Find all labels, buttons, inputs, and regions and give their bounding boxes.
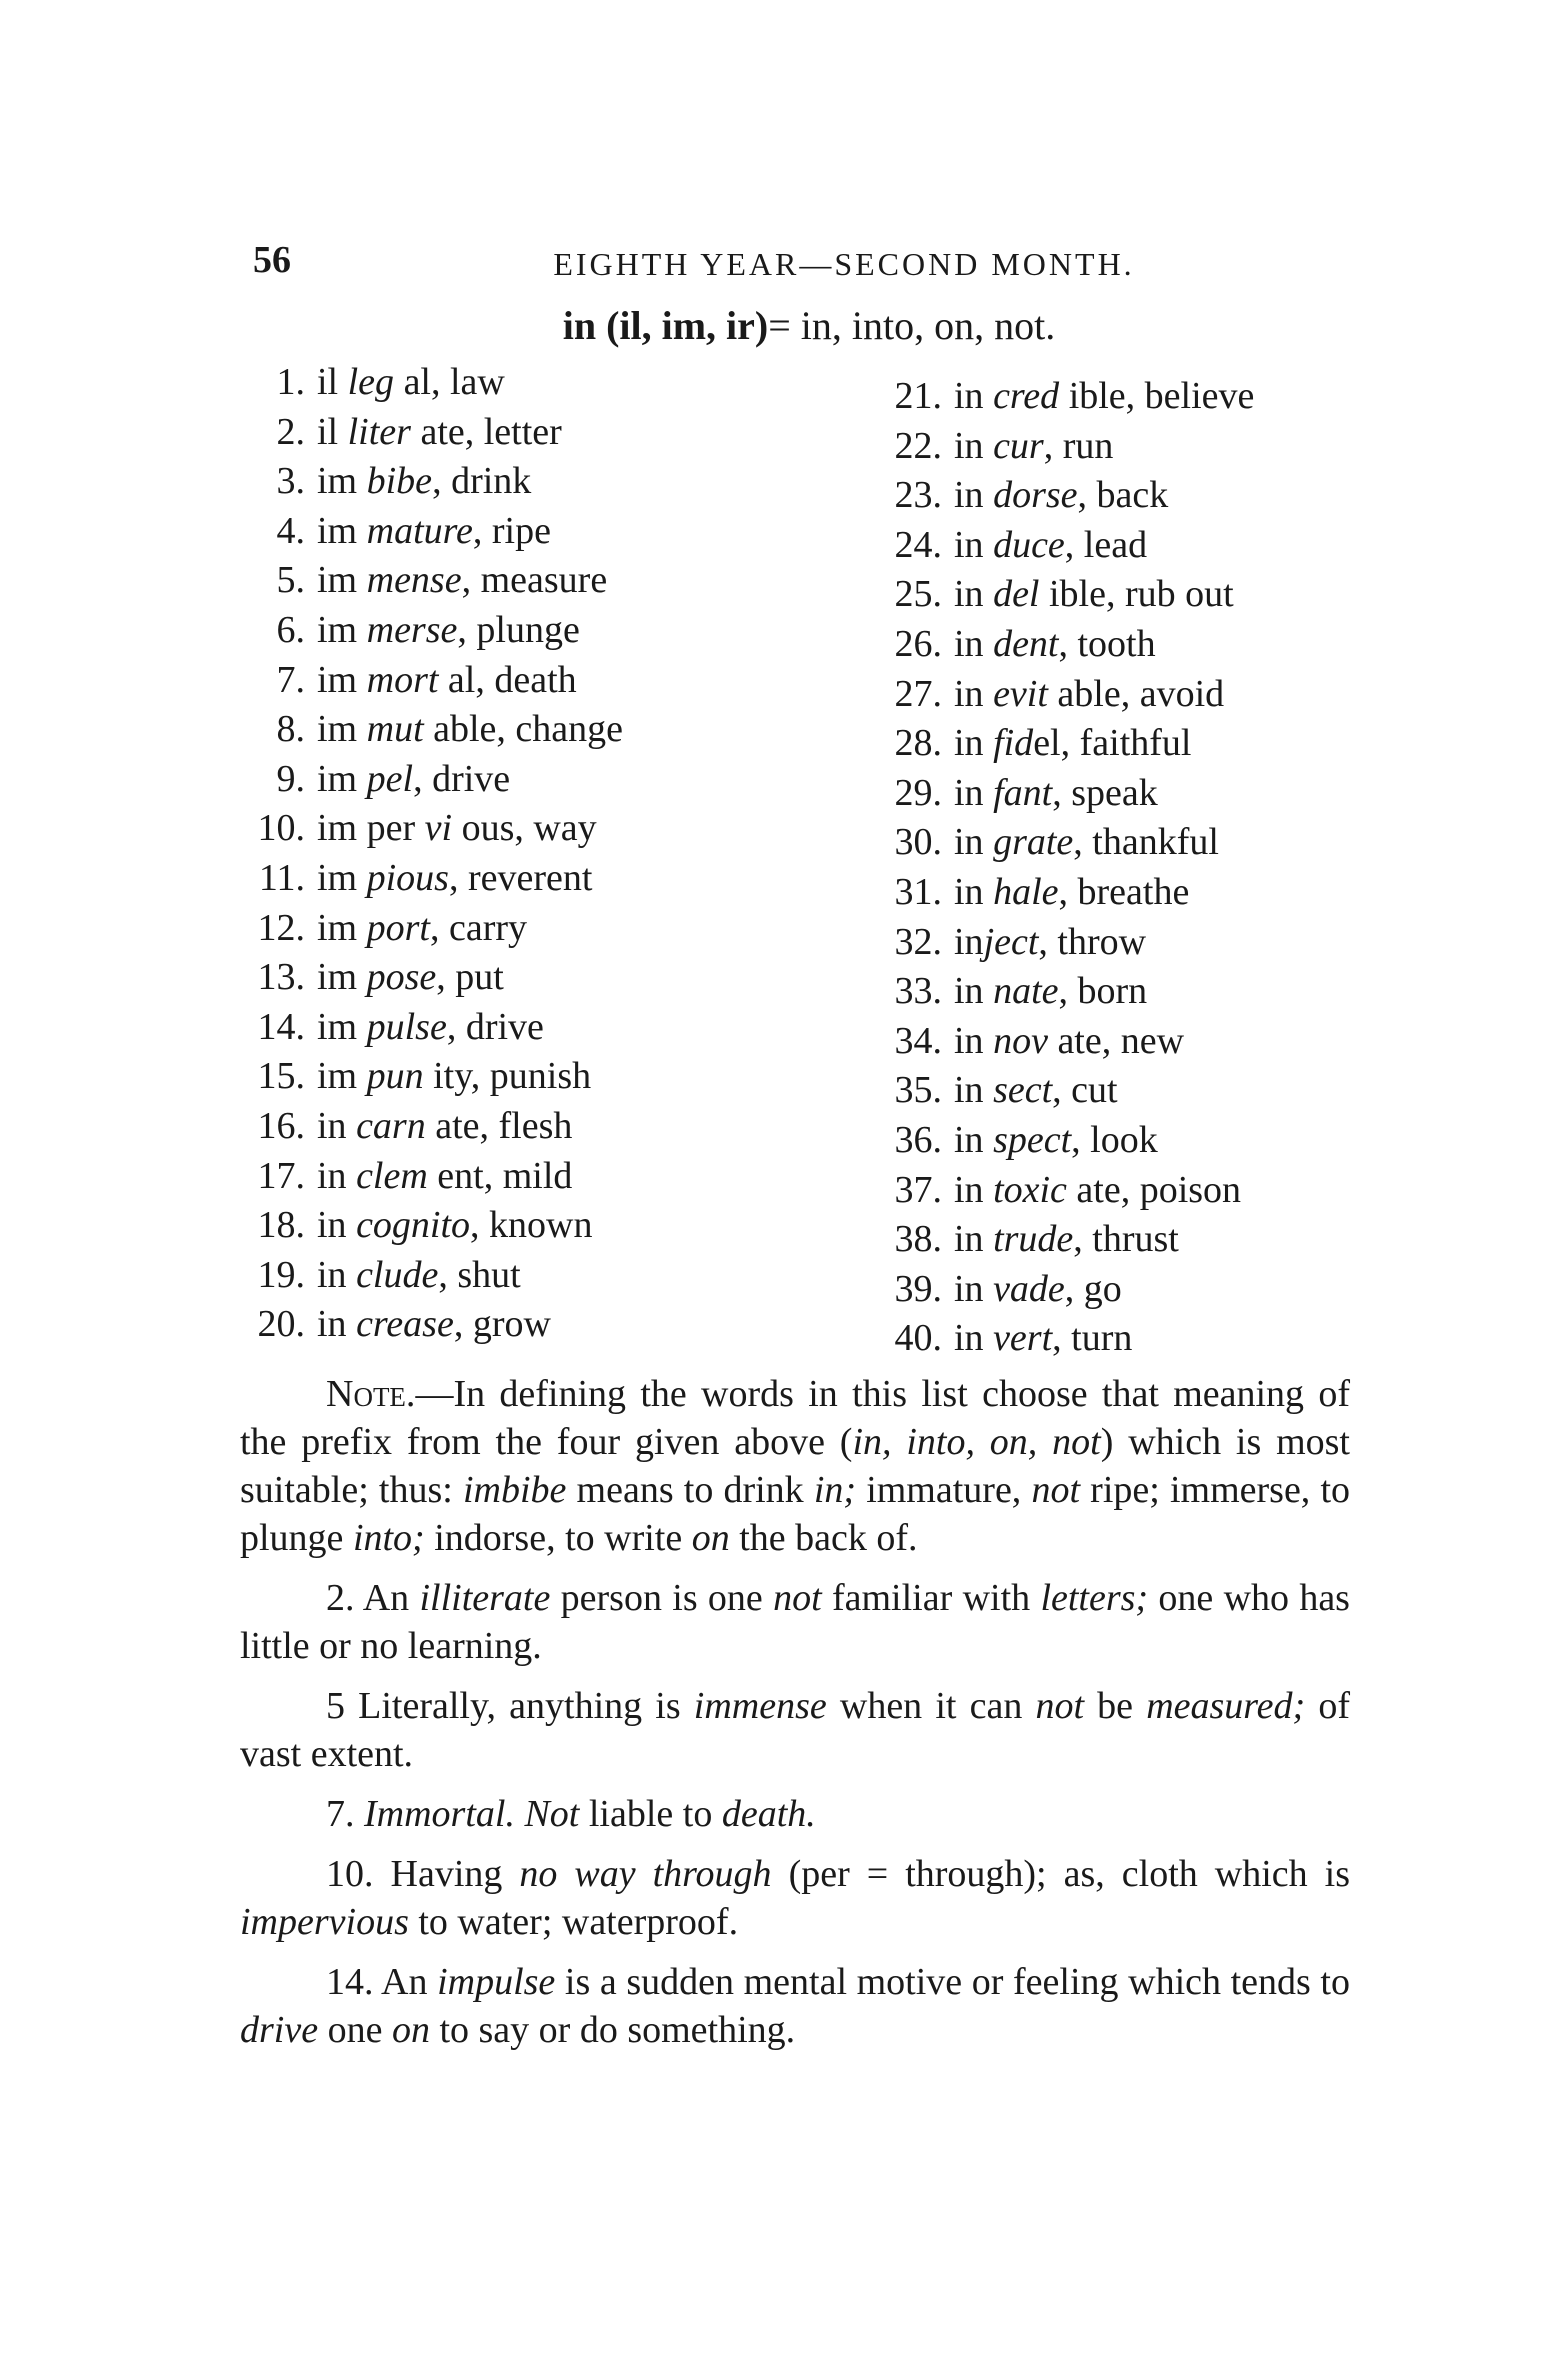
word-entry <box>243 606 803 656</box>
note-italic: on <box>691 1517 730 1559</box>
entry-number: 34. <box>894 1019 942 1062</box>
note-5 <box>240 1682 1350 1778</box>
word-entry <box>243 1251 803 1301</box>
entry-prefix: im <box>317 757 367 800</box>
note-italic: drive <box>240 2009 319 2051</box>
note-text: liable to <box>579 1793 722 1835</box>
note-italic: impulse <box>437 1961 556 2003</box>
word-entry <box>243 854 803 904</box>
entry-root: vert <box>993 1317 1053 1360</box>
entry-meaning: , drive <box>413 757 511 800</box>
entry-prefix: im <box>317 1055 367 1098</box>
note-italic: immense <box>693 1685 827 1727</box>
entry-prefix: in <box>954 771 994 814</box>
note-italic: not <box>1035 1685 1085 1727</box>
note-italic: in, into, on, not <box>852 1421 1101 1463</box>
word-entry <box>243 904 803 954</box>
entry-root: port <box>366 906 430 949</box>
entry-number: 9. <box>276 757 305 800</box>
entry-meaning: , run <box>1043 424 1114 467</box>
entry-prefix: in <box>954 1218 994 1261</box>
entry-number: 37. <box>894 1168 942 1211</box>
entry-number: 6. <box>276 608 305 651</box>
entry-prefix: in <box>954 1019 994 1062</box>
entry-meaning: able, avoid <box>1047 672 1225 715</box>
note-text: is a sudden mental motive or feeling which tends to <box>555 1961 1350 2003</box>
entry-root: nate <box>993 970 1059 1013</box>
word-list-left <box>243 358 803 1350</box>
entry-prefix: in <box>954 672 994 715</box>
entry-root: evit <box>993 672 1048 715</box>
entry-prefix: in <box>954 573 994 616</box>
entry-number: 5. <box>276 559 305 602</box>
entry-meaning: el, faithful <box>1033 722 1192 765</box>
entry-root: carn <box>356 1104 426 1147</box>
entry-number: 31. <box>894 870 942 913</box>
entry-prefix: in <box>317 1204 357 1247</box>
note-text: —In defining the words in this list choose that meaning of the prefix from the four given above ( <box>240 1373 1350 1463</box>
word-entry <box>243 804 803 854</box>
note-italic: measured; <box>1146 1685 1306 1727</box>
entry-meaning: , shut <box>438 1253 521 1296</box>
entry-root: pose <box>366 956 437 999</box>
entry-root: crease <box>356 1303 454 1346</box>
prefix-meaning: = in, into, on, not. <box>768 303 1056 348</box>
entry-meaning: ous, way <box>452 807 597 850</box>
entry-meaning: ible, believe <box>1059 375 1255 417</box>
entry-number: 11. <box>258 856 305 899</box>
entry-root: pel <box>366 757 414 800</box>
entry-root: clude <box>356 1253 439 1296</box>
word-entry <box>880 620 1400 670</box>
entry-prefix: im <box>317 658 367 701</box>
entry-meaning: , grow <box>453 1303 551 1346</box>
entry-number: 26. <box>894 622 942 665</box>
entry-meaning: , measure <box>461 559 608 602</box>
note-italic: into; <box>352 1517 425 1559</box>
note-text: 5 Literally, anything is <box>326 1685 694 1727</box>
note-text: 10. Having <box>326 1853 520 1895</box>
entry-number: 39. <box>894 1267 942 1310</box>
entry-root: mense <box>366 559 462 602</box>
entry-number: 10. <box>257 807 305 850</box>
entry-meaning: ity, punish <box>423 1055 592 1098</box>
entry-root: clem <box>356 1154 428 1197</box>
entry-root: dorse <box>993 474 1078 517</box>
entry-meaning: able, change <box>423 708 624 751</box>
word-entry <box>880 1215 1400 1265</box>
note-text: familiar with <box>821 1577 1041 1619</box>
entry-number: 36. <box>894 1118 942 1161</box>
entry-meaning: ate, new <box>1047 1019 1185 1062</box>
prefix-forms: in (il, im, ir) <box>562 303 769 348</box>
entry-root: leg <box>347 361 395 403</box>
word-entry <box>243 1201 803 1251</box>
note-text: when it can <box>826 1685 1036 1727</box>
note-text: (per = through); as, cloth which is <box>771 1853 1350 1895</box>
entry-prefix: in <box>317 1154 357 1197</box>
running-head: EIGHTH YEAR—SECOND MONTH. <box>553 246 1135 282</box>
note-italic: no way through <box>519 1853 772 1895</box>
word-entry <box>880 868 1400 918</box>
entry-number: 25. <box>894 573 942 616</box>
note-italic: illiterate <box>419 1577 551 1619</box>
word-entry <box>243 705 803 755</box>
word-entry <box>880 1314 1400 1364</box>
entry-number: 33. <box>894 970 942 1013</box>
entry-root: cred <box>993 375 1060 417</box>
word-entry <box>243 1300 803 1350</box>
entry-meaning: , breathe <box>1058 870 1190 913</box>
note-2 <box>240 1574 1350 1670</box>
note-text: ripe; immerse, to plunge <box>240 1469 1351 1559</box>
entry-meaning: , plunge <box>457 608 580 651</box>
entry-root: ject <box>983 920 1039 963</box>
word-entry <box>243 457 803 507</box>
entry-prefix: in <box>954 474 994 517</box>
entry-number: 4. <box>276 509 305 552</box>
entry-meaning: , look <box>1071 1118 1158 1161</box>
word-entry <box>243 507 803 557</box>
entry-number: 29. <box>894 771 942 814</box>
entry-meaning: al, death <box>438 658 577 701</box>
entry-number: 28. <box>894 722 942 765</box>
entry-prefix: im per <box>317 807 425 850</box>
entry-root: pious <box>366 856 449 899</box>
word-entry <box>243 953 803 1003</box>
note-14 <box>240 1958 1350 2054</box>
word-entry <box>880 719 1400 769</box>
notes-section <box>240 1370 1350 2066</box>
prefix-heading <box>0 302 1548 349</box>
entry-prefix: in <box>954 821 994 864</box>
note-10 <box>240 1850 1350 1946</box>
entry-root: mort <box>366 658 439 701</box>
note-text: person is one <box>550 1577 774 1619</box>
entry-prefix: im <box>317 608 367 651</box>
word-entry <box>243 1102 803 1152</box>
note-italic: Immortal. <box>364 1793 515 1835</box>
entry-number: 35. <box>894 1069 942 1112</box>
entry-number: 19. <box>257 1253 305 1296</box>
entry-meaning: , born <box>1058 970 1148 1013</box>
entry-meaning: , drink <box>432 460 532 503</box>
entry-number: 20. <box>257 1303 305 1346</box>
entry-root: spect <box>993 1118 1072 1161</box>
entry-prefix: in <box>317 1104 357 1147</box>
word-entry <box>243 656 803 706</box>
word-entry <box>243 755 803 805</box>
entry-number: 3. <box>276 460 305 503</box>
entry-number: 23. <box>894 474 942 517</box>
entry-root: cognito <box>356 1204 471 1247</box>
entry-prefix: in <box>954 1069 994 1112</box>
word-entry <box>880 818 1400 868</box>
note-text: to say or do something. <box>429 2009 796 2051</box>
entry-number: 17. <box>257 1154 305 1197</box>
entry-root: pulse <box>366 1005 447 1048</box>
entry-number: 30. <box>894 821 942 864</box>
entry-root: cur <box>993 424 1044 467</box>
entry-prefix: in <box>954 1267 994 1310</box>
entry-number: 14. <box>257 1005 305 1048</box>
entry-meaning: , put <box>436 956 504 999</box>
entry-root: liter <box>347 410 411 453</box>
note-italic: not <box>1031 1469 1081 1511</box>
entry-meaning: , cut <box>1052 1069 1118 1112</box>
word-entry <box>243 1152 803 1202</box>
entry-meaning: , drive <box>446 1005 544 1048</box>
entry-root: fant <box>993 771 1053 814</box>
entry-number: 38. <box>894 1218 942 1261</box>
entry-number: 27. <box>894 672 942 715</box>
entry-number: 8. <box>276 708 305 751</box>
entry-meaning: , turn <box>1052 1317 1133 1360</box>
entry-root: vi <box>424 807 453 850</box>
entry-root: dent <box>993 622 1059 665</box>
entry-number: 1. <box>276 361 305 403</box>
word-entry <box>880 1166 1400 1216</box>
entry-number: 16. <box>257 1104 305 1147</box>
entry-root: hale <box>993 870 1059 913</box>
word-entry <box>880 1066 1400 1116</box>
word-entry <box>880 918 1400 968</box>
note-text: to water; waterproof. <box>408 1901 739 1943</box>
entry-prefix: in <box>954 970 994 1013</box>
entry-meaning: , lead <box>1064 523 1148 566</box>
entry-root: fid <box>993 722 1034 765</box>
entry-number: 18. <box>257 1204 305 1247</box>
entry-prefix: im <box>317 956 367 999</box>
entry-meaning: ate, flesh <box>425 1104 573 1147</box>
entry-number: 32. <box>894 920 942 963</box>
note-italic: letters; <box>1040 1577 1149 1619</box>
entry-prefix: in <box>317 1303 357 1346</box>
entry-number: 12. <box>257 906 305 949</box>
entry-prefix: il <box>317 410 348 453</box>
entry-prefix: in <box>954 375 994 417</box>
entry-root: trude <box>993 1218 1074 1261</box>
entry-root: del <box>993 573 1040 616</box>
entry-number: 22. <box>894 424 942 467</box>
word-entry <box>880 1265 1400 1315</box>
note-italic: death. <box>721 1793 816 1835</box>
note-text: 14. An <box>326 1961 438 2003</box>
note-text: the back of. <box>729 1517 918 1559</box>
entry-prefix: in <box>954 622 994 665</box>
entry-meaning: , known <box>470 1204 593 1247</box>
entry-prefix: in <box>317 1253 357 1296</box>
entry-prefix: in <box>954 722 994 765</box>
entry-number: 15. <box>257 1055 305 1098</box>
entry-prefix: in <box>954 523 994 566</box>
entry-meaning: , thankful <box>1073 821 1219 864</box>
entry-prefix: in <box>954 1118 994 1161</box>
word-entry <box>243 1003 803 1053</box>
entry-meaning: , thrust <box>1073 1218 1179 1261</box>
word-entry <box>880 471 1400 521</box>
entry-prefix: im <box>317 460 367 503</box>
note-italic: not <box>773 1577 822 1619</box>
page-number: 56 <box>253 239 291 281</box>
note-text: ) which is most suitable; thus: <box>240 1421 1350 1511</box>
word-list-right <box>880 372 1400 1364</box>
entry-number: 24. <box>894 523 942 566</box>
entry-meaning: , carry <box>429 906 528 949</box>
entry-root: nov <box>993 1019 1048 1062</box>
entry-root: sect <box>993 1069 1053 1112</box>
note-label: Note. <box>326 1373 416 1415</box>
entry-root: mut <box>366 708 424 751</box>
note-text: means to drink <box>566 1469 814 1511</box>
note-italic: in; <box>813 1469 857 1511</box>
word-entry <box>243 408 803 458</box>
entry-prefix: in <box>954 1168 994 1211</box>
entry-prefix: in <box>954 1317 994 1360</box>
word-entry <box>243 556 803 606</box>
entry-meaning: ate, poison <box>1066 1168 1242 1211</box>
entry-number: 40. <box>894 1317 942 1360</box>
entry-meaning: , reverent <box>448 856 593 899</box>
entry-meaning: , go <box>1064 1267 1122 1310</box>
note-text: indorse, to write <box>424 1517 692 1559</box>
note-text: be <box>1084 1685 1147 1727</box>
word-entry <box>880 769 1400 819</box>
word-entry <box>880 372 1400 422</box>
entry-meaning: , back <box>1077 474 1169 517</box>
entry-number: 7. <box>276 658 305 701</box>
entry-prefix: in <box>954 424 994 467</box>
note-italic: impervious <box>240 1901 409 1943</box>
entry-prefix: im <box>317 509 367 552</box>
entry-meaning: , tooth <box>1058 622 1156 665</box>
entry-number: 13. <box>257 956 305 999</box>
word-entry <box>880 422 1400 472</box>
note-text: of vast extent. <box>240 1685 1350 1775</box>
entry-root: grate <box>993 821 1074 864</box>
entry-prefix: im <box>317 1005 367 1048</box>
entry-prefix: il <box>317 361 348 403</box>
entry-number: 21. <box>894 375 942 417</box>
entry-prefix: in <box>954 920 984 963</box>
word-entry <box>243 358 803 408</box>
entry-prefix: im <box>317 856 367 899</box>
entry-number: 2. <box>276 410 305 453</box>
word-entry <box>880 1017 1400 1067</box>
note-text: one who has little or no learning. <box>240 1577 1350 1667</box>
note-text: immature, <box>856 1469 1032 1511</box>
note-text: one <box>318 2009 392 2051</box>
note-7 <box>240 1790 1350 1838</box>
word-entry <box>880 1116 1400 1166</box>
entry-meaning: al, law <box>394 361 505 403</box>
note-text: 2. An <box>326 1577 420 1619</box>
entry-prefix: im <box>317 559 367 602</box>
entry-meaning: , throw <box>1038 920 1147 963</box>
word-entry <box>243 1052 803 1102</box>
entry-prefix: im <box>317 906 367 949</box>
entry-meaning: ate, letter <box>410 410 562 453</box>
note-text: 7. <box>326 1793 364 1835</box>
entry-prefix: im <box>317 708 367 751</box>
entry-prefix: in <box>954 870 994 913</box>
entry-root: pun <box>366 1055 424 1098</box>
entry-root: bibe <box>366 460 433 503</box>
note-italic: imbibe <box>462 1469 567 1511</box>
word-entry <box>880 967 1400 1017</box>
entry-meaning: ible, rub out <box>1039 573 1234 616</box>
word-entry <box>880 570 1400 620</box>
entry-root: mature <box>366 509 473 552</box>
entry-root: duce <box>993 523 1065 566</box>
entry-root: merse <box>366 608 458 651</box>
note-italic: on <box>391 2009 430 2051</box>
word-entry <box>880 670 1400 720</box>
note-paragraph <box>240 1370 1350 1562</box>
word-entry <box>880 521 1400 571</box>
entry-meaning: , speak <box>1052 771 1158 814</box>
entry-meaning: ent, mild <box>427 1154 573 1197</box>
entry-meaning: , ripe <box>472 509 551 552</box>
entry-root: vade <box>993 1267 1065 1310</box>
entry-root: toxic <box>993 1168 1067 1211</box>
note-italic: Not <box>524 1793 580 1835</box>
